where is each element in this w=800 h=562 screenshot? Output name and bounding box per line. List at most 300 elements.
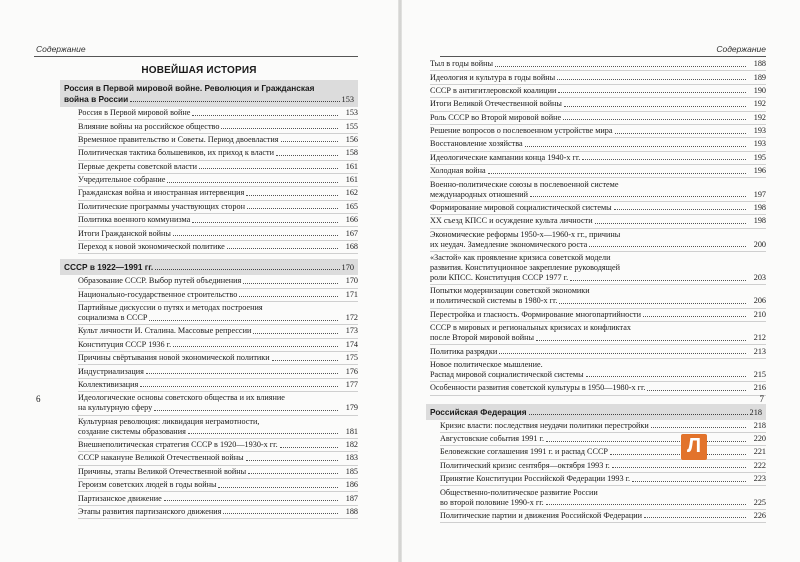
entry-title-text: Холодная война <box>430 166 486 176</box>
toc-entry[interactable] <box>430 178 766 201</box>
entry-line <box>430 296 766 306</box>
dot-leader <box>586 370 746 378</box>
dot-leader <box>130 94 339 102</box>
entry-line <box>430 383 766 393</box>
entry-title-text: Причины свёртывания новой экономической политики <box>78 353 270 363</box>
dot-leader <box>495 59 746 67</box>
entry-line <box>78 229 358 239</box>
dot-leader <box>559 296 746 304</box>
entry-page-number: 198 <box>753 202 766 212</box>
entry-line <box>440 511 766 521</box>
entry-line <box>430 126 766 136</box>
entry-title-text: Коллективизация <box>78 379 139 389</box>
entry-line <box>440 434 766 444</box>
entry-line <box>430 333 766 343</box>
entry-line <box>78 453 358 463</box>
toc-entry[interactable] <box>78 339 358 352</box>
entry-line <box>78 380 358 390</box>
dot-leader <box>218 480 338 488</box>
section-heading[interactable] <box>60 80 358 107</box>
entry-list <box>426 420 766 524</box>
entry-line <box>78 188 358 198</box>
entry-title-text: развития. Конституционное закрепление руководящей <box>430 263 620 273</box>
dot-leader <box>246 453 338 461</box>
entry-line <box>78 326 358 336</box>
table-of-contents <box>426 58 766 523</box>
entry-line <box>78 393 358 403</box>
entry-title-text: Общественно-политическое развитие России <box>440 487 598 497</box>
entry-page-number: 187 <box>345 493 358 503</box>
entry-title-text: Попытки модернизации советской экономики <box>430 286 590 296</box>
entry-page-number: 173 <box>345 326 358 336</box>
entry-title-text: Партизанское движение <box>78 493 162 503</box>
entry-title-text: Восстановление хозяйства <box>430 139 523 149</box>
entry-page-number: 175 <box>345 353 358 363</box>
entry-line <box>430 153 766 163</box>
entry-title-text: Индустриализация <box>78 366 144 376</box>
toc-entry[interactable] <box>78 134 358 147</box>
entry-title-text: XX съезд КПСС и осуждение культа личности <box>430 216 593 226</box>
entry-line <box>78 480 358 490</box>
entry-page-number: 182 <box>345 440 358 450</box>
entry-title-text: Итоги Великой Отечественной войны <box>430 99 562 109</box>
toc-entry[interactable] <box>430 152 766 165</box>
entry-page-number: 168 <box>345 241 358 251</box>
entry-line <box>78 427 358 437</box>
dot-leader <box>192 108 338 116</box>
entry-list <box>60 107 358 254</box>
entry-list <box>426 58 766 396</box>
entry-line <box>430 59 766 69</box>
entry-page-number: 162 <box>345 188 358 198</box>
entry-page-number: 153 <box>345 108 358 118</box>
entry-page-number: 167 <box>345 228 358 238</box>
entry-page-number: 225 <box>753 497 766 507</box>
toc-entry[interactable] <box>78 392 358 415</box>
entry-line <box>430 139 766 149</box>
entry-page-number: 176 <box>345 366 358 376</box>
entry-title-text: СССР накануне Великой Отечественной войны <box>78 453 244 463</box>
entry-title-text: Переход к новой экономической политике <box>78 241 225 251</box>
entry-page-number: 222 <box>753 460 766 470</box>
entry-page-number: 155 <box>345 121 358 131</box>
section-title-line <box>64 83 354 94</box>
entry-page-number: 226 <box>753 510 766 520</box>
entry-page-number: 190 <box>753 85 766 95</box>
toc-entry[interactable] <box>430 58 766 71</box>
right-page <box>402 0 800 562</box>
entry-page-number: 165 <box>345 201 358 211</box>
dot-leader <box>582 153 746 161</box>
dot-leader <box>564 99 746 107</box>
dot-leader <box>227 242 338 250</box>
dot-leader <box>563 113 746 121</box>
toc-entry[interactable] <box>430 98 766 111</box>
running-head: Содержание <box>36 44 86 54</box>
dot-leader <box>643 310 746 318</box>
section-page-number: 218 <box>749 407 762 417</box>
entry-list <box>60 275 358 519</box>
entry-page-number: 185 <box>345 466 358 476</box>
toc-entry[interactable] <box>78 201 358 214</box>
section-page-number: 153 <box>341 95 354 104</box>
entry-page-number: 170 <box>345 276 358 286</box>
entry-line <box>430 190 766 200</box>
toc-entry[interactable] <box>78 365 358 378</box>
entry-title-text: «Застой» как проявление кризиса советской модели <box>430 253 611 263</box>
section-title-text: война в России <box>64 94 129 104</box>
entry-title-text: Причины, этапы Великой Отечественной войны <box>78 466 247 476</box>
entry-page-number: 221 <box>753 447 766 457</box>
dot-leader <box>146 367 338 375</box>
toc-entry[interactable] <box>430 382 766 395</box>
entry-page-number: 156 <box>345 134 358 144</box>
toc-entry[interactable] <box>78 289 358 302</box>
dot-leader <box>530 190 746 198</box>
toc-entry[interactable] <box>78 107 358 120</box>
entry-page-number: 193 <box>753 126 766 136</box>
toc-entry[interactable] <box>430 322 766 345</box>
entry-line <box>430 113 766 123</box>
entry-line <box>430 323 766 333</box>
entry-page-number: 181 <box>345 426 358 436</box>
entry-title-text: роли КПСС. Конституция СССР 1977 г. <box>430 273 569 283</box>
entry-title-text: Итоги Гражданской войны <box>78 228 171 238</box>
entry-line <box>430 240 766 250</box>
entry-title-text: СССР в мировых и региональных кризисах и конфликтах <box>430 323 631 333</box>
toc-entry[interactable] <box>78 325 358 338</box>
entry-title-text: Новое политическое мышление. <box>430 359 543 369</box>
entry-title-text: Политические программы участвующих сторон <box>78 201 245 211</box>
section-title-text: СССР в 1922—1991 гг. <box>64 262 154 273</box>
entry-line <box>430 180 766 190</box>
entry-line <box>78 276 358 286</box>
entry-title-text: их неудач. Замедление экономического роста <box>430 239 588 249</box>
dot-leader <box>276 148 338 156</box>
entry-page-number: 223 <box>753 474 766 484</box>
entry-line <box>440 421 766 431</box>
entry-title-text: Политические партии и движения Российской Федерации <box>440 510 643 520</box>
section-title-line <box>430 407 762 418</box>
entry-page-number: 172 <box>345 313 358 323</box>
entry-page-number: 195 <box>753 152 766 162</box>
entry-page-number: 186 <box>345 480 358 490</box>
entry-page-number: 189 <box>753 72 766 82</box>
section-title-line <box>64 262 354 273</box>
entry-title-text: и политической системы в 1980-х гг. <box>430 296 558 306</box>
entry-line <box>78 215 358 225</box>
entry-title-text: после Второй мировой войны <box>430 333 534 343</box>
entry-line <box>78 367 358 377</box>
dot-leader <box>546 434 746 442</box>
entry-title-text: Политика разрядки <box>430 346 498 356</box>
entry-line <box>78 340 358 350</box>
dot-leader <box>499 347 746 355</box>
entry-page-number: 197 <box>753 189 766 199</box>
entry-page-number: 210 <box>753 309 766 319</box>
entry-title-text: международных отношений <box>430 189 529 199</box>
entry-title-text: Культурная революция: ликвидация неграмотности, <box>78 416 260 426</box>
entry-page-number: 206 <box>753 296 766 306</box>
dot-leader <box>529 407 748 415</box>
entry-title-text: Национально-государственное строительство <box>78 289 238 299</box>
entry-page-number: 196 <box>753 166 766 176</box>
dot-leader <box>140 380 338 388</box>
dot-leader <box>546 498 746 506</box>
entry-title-text: Влияние войны на российское общество <box>78 121 220 131</box>
table-of-contents <box>60 80 358 519</box>
toc-entry[interactable] <box>440 433 766 446</box>
entry-line <box>78 494 358 504</box>
entry-title-text: Решение вопросов о послевоенном устройстве мира <box>430 126 613 136</box>
entry-line <box>430 286 766 296</box>
toc-entry[interactable] <box>78 214 358 227</box>
entry-line <box>78 417 358 427</box>
dot-leader <box>272 353 338 361</box>
entry-page-number: 183 <box>345 453 358 463</box>
entry-page-number: 215 <box>753 369 766 379</box>
entry-line <box>430 310 766 320</box>
entry-line <box>430 216 766 226</box>
dot-leader <box>632 474 746 482</box>
dot-leader <box>192 215 338 223</box>
entry-page-number: 200 <box>753 239 766 249</box>
toc-entry[interactable] <box>78 506 358 519</box>
entry-title-text: Внешнеполитическая стратегия СССР в 1920—1930-х гг. <box>78 440 278 450</box>
entry-line <box>78 135 358 145</box>
book-title: НОВЕЙШАЯ ИСТОРИЯ <box>141 65 257 76</box>
entry-page-number: 161 <box>345 175 358 185</box>
section-heading[interactable] <box>426 404 766 420</box>
section-page-number: 170 <box>341 263 354 273</box>
entry-title-text: Тыл в годы войны <box>430 59 494 69</box>
toc-entry[interactable] <box>78 352 358 365</box>
entry-title-text: Образование СССР. Выбор путей объединения <box>78 276 242 286</box>
entry-title-text: Этапы развития партизанского движения <box>78 506 222 516</box>
entry-line <box>430 360 766 370</box>
toc-entry[interactable] <box>440 420 766 433</box>
toc-entry[interactable] <box>440 486 766 509</box>
entry-title-text: Политический кризис сентября—октября 1993 г. <box>440 460 610 470</box>
toc-entry[interactable] <box>430 309 766 322</box>
toc-entry[interactable] <box>430 229 766 252</box>
entry-title-text: СССР в антигитлеровской коалиции <box>430 85 557 95</box>
entry-title-text: Перестройка и гласность. Формирование многопартийности <box>430 309 641 319</box>
entry-line <box>430 273 766 283</box>
entry-page-number: 220 <box>753 434 766 444</box>
toc-entry[interactable] <box>78 147 358 160</box>
toc-entry[interactable] <box>440 446 766 459</box>
entry-line <box>78 440 358 450</box>
entry-line <box>78 202 358 212</box>
entry-line <box>430 253 766 263</box>
section-title-text: Российская Федерация <box>430 406 527 417</box>
running-head: Содержание <box>716 44 766 54</box>
dot-leader <box>253 326 338 334</box>
dot-leader <box>164 494 338 502</box>
entry-title-text: Россия в Первой мировой войне <box>78 108 191 118</box>
toc-entry[interactable] <box>430 85 766 98</box>
dot-leader <box>155 262 339 270</box>
toc-entry[interactable] <box>430 165 766 178</box>
entry-title-text: во второй половине 1990-х гг. <box>440 497 544 507</box>
entry-title-text: создание системы образования <box>78 426 186 436</box>
dot-leader <box>615 126 747 134</box>
entry-title-text: Экономические реформы 1950-х—1960-х гг., причины <box>430 229 621 239</box>
page-number: 7 <box>759 394 764 404</box>
entry-line <box>430 99 766 109</box>
toc-entry[interactable] <box>430 252 766 285</box>
toc-entry[interactable] <box>78 174 358 187</box>
entry-line <box>78 467 358 477</box>
toc-entry[interactable] <box>78 466 358 479</box>
entry-page-number: 179 <box>345 403 358 413</box>
entry-line <box>440 498 766 508</box>
entry-line <box>78 403 358 413</box>
toc-entry[interactable] <box>78 439 358 452</box>
dot-leader <box>223 507 338 515</box>
entry-page-number: 188 <box>753 59 766 69</box>
entry-line <box>440 447 766 457</box>
dot-leader <box>595 216 746 224</box>
toc-entry[interactable] <box>430 125 766 138</box>
entry-line <box>430 370 766 380</box>
dot-leader <box>570 273 746 281</box>
toc-entry[interactable] <box>440 510 766 523</box>
dot-leader <box>525 139 746 147</box>
entry-title-text: Августовские события 1991 г. <box>440 434 544 444</box>
entry-title-text: Политическая тактика большевиков, их приход к власти <box>78 148 274 158</box>
toc-entry[interactable] <box>78 452 358 465</box>
section-gap <box>426 396 766 404</box>
entry-page-number: 171 <box>345 289 358 299</box>
entry-line <box>430 86 766 96</box>
entry-title-text: Беловежские соглашения 1991 г. и распад СССР <box>440 447 608 457</box>
entry-line <box>78 290 358 300</box>
toc-entry[interactable] <box>430 112 766 125</box>
toc-entry[interactable] <box>430 71 766 84</box>
toc-entry[interactable] <box>430 359 766 382</box>
dot-leader <box>644 511 746 519</box>
entry-title-text: Формирование мировой социалистической системы <box>430 202 612 212</box>
publisher-logo-letter: Л <box>686 435 702 457</box>
entry-title-text: Гражданская война и иностранная интервенция <box>78 188 245 198</box>
entry-title-text: Особенности развития советской культуры в 1950—1980-х гг. <box>430 383 646 393</box>
entry-line <box>440 474 766 484</box>
toc-entry[interactable] <box>78 161 358 174</box>
entry-title-text: Конституция СССР 1936 г. <box>78 339 172 349</box>
entry-line <box>440 461 766 471</box>
entry-title-text: Первые декреты советской власти <box>78 161 197 171</box>
toc-entry[interactable] <box>78 416 358 439</box>
toc-entry[interactable] <box>78 187 358 200</box>
entry-line <box>430 230 766 240</box>
dot-leader <box>557 73 746 81</box>
entry-line <box>78 148 358 158</box>
entry-title-text: Партийные дискуссии о путях и методах построения <box>78 303 263 313</box>
publisher-logo <box>681 434 707 460</box>
entry-title-text: Культ личности И. Сталина. Массовые репрессии <box>78 326 252 336</box>
entry-page-number: 212 <box>753 333 766 343</box>
entry-line <box>78 175 358 185</box>
entry-page-number: 188 <box>345 506 358 516</box>
entry-title-text: Идеологические кампании конца 1940-х гг. <box>430 152 581 162</box>
dot-leader <box>248 467 338 475</box>
dot-leader <box>610 447 746 455</box>
entry-title-text: Временное правительство и Советы. Период двоевластия <box>78 134 279 144</box>
dot-leader <box>612 461 746 469</box>
toc-entry[interactable] <box>440 473 766 486</box>
dot-leader <box>221 122 338 130</box>
entry-line <box>430 347 766 357</box>
toc-entry[interactable] <box>78 492 358 505</box>
entry-page-number: 177 <box>345 379 358 389</box>
entry-title-text: Кризис власти: последствия неудачи политики перестройки <box>440 420 649 430</box>
dot-leader <box>149 313 338 321</box>
entry-line <box>430 73 766 83</box>
entry-line <box>78 353 358 363</box>
entry-title-text: Политика военного коммунизма <box>78 215 191 225</box>
header-rule <box>440 56 766 57</box>
entry-line <box>430 166 766 176</box>
dot-leader <box>188 427 338 435</box>
left-page <box>0 0 398 562</box>
toc-entry[interactable] <box>78 227 358 240</box>
dot-leader <box>647 383 746 391</box>
toc-entry[interactable] <box>78 479 358 492</box>
dot-leader <box>154 403 338 411</box>
toc-entry[interactable] <box>430 285 766 308</box>
dot-leader <box>280 440 338 448</box>
entry-title-text: Учредительное собрание <box>78 175 166 185</box>
toc-entry[interactable] <box>430 202 766 215</box>
dot-leader <box>281 135 338 143</box>
dot-leader <box>536 333 746 341</box>
dot-leader <box>651 421 746 429</box>
toc-entry[interactable] <box>430 345 766 358</box>
entry-page-number: 158 <box>345 148 358 158</box>
page-number: 6 <box>36 394 41 404</box>
toc-entry[interactable] <box>440 460 766 473</box>
toc-entry[interactable] <box>78 379 358 392</box>
entry-title-text: Идеологические основы советского общества и их влияние <box>78 393 285 403</box>
entry-line <box>430 263 766 273</box>
toc-entry[interactable] <box>430 215 766 228</box>
section-title-text: Россия в Первой мировой войне. Революция и Гражданская <box>64 83 315 93</box>
dot-leader <box>589 240 746 248</box>
entry-line <box>430 203 766 213</box>
entry-line <box>78 313 358 323</box>
entry-page-number: 216 <box>753 383 766 393</box>
toc-entry[interactable] <box>430 138 766 151</box>
toc-entry[interactable] <box>78 241 358 254</box>
entry-line <box>78 162 358 172</box>
entry-line <box>78 122 358 132</box>
entry-page-number: 203 <box>753 273 766 283</box>
dot-leader <box>199 162 338 170</box>
dot-leader <box>239 290 338 298</box>
section-title-line <box>64 94 354 105</box>
entry-page-number: 192 <box>753 112 766 122</box>
toc-entry[interactable] <box>78 275 358 288</box>
entry-page-number: 166 <box>345 215 358 225</box>
entry-line <box>78 108 358 118</box>
section-heading[interactable] <box>60 259 358 275</box>
entry-title-text: социализма в СССР <box>78 313 148 323</box>
toc-entry[interactable] <box>78 302 358 325</box>
dot-leader <box>558 86 746 94</box>
toc-entry[interactable] <box>78 120 358 133</box>
